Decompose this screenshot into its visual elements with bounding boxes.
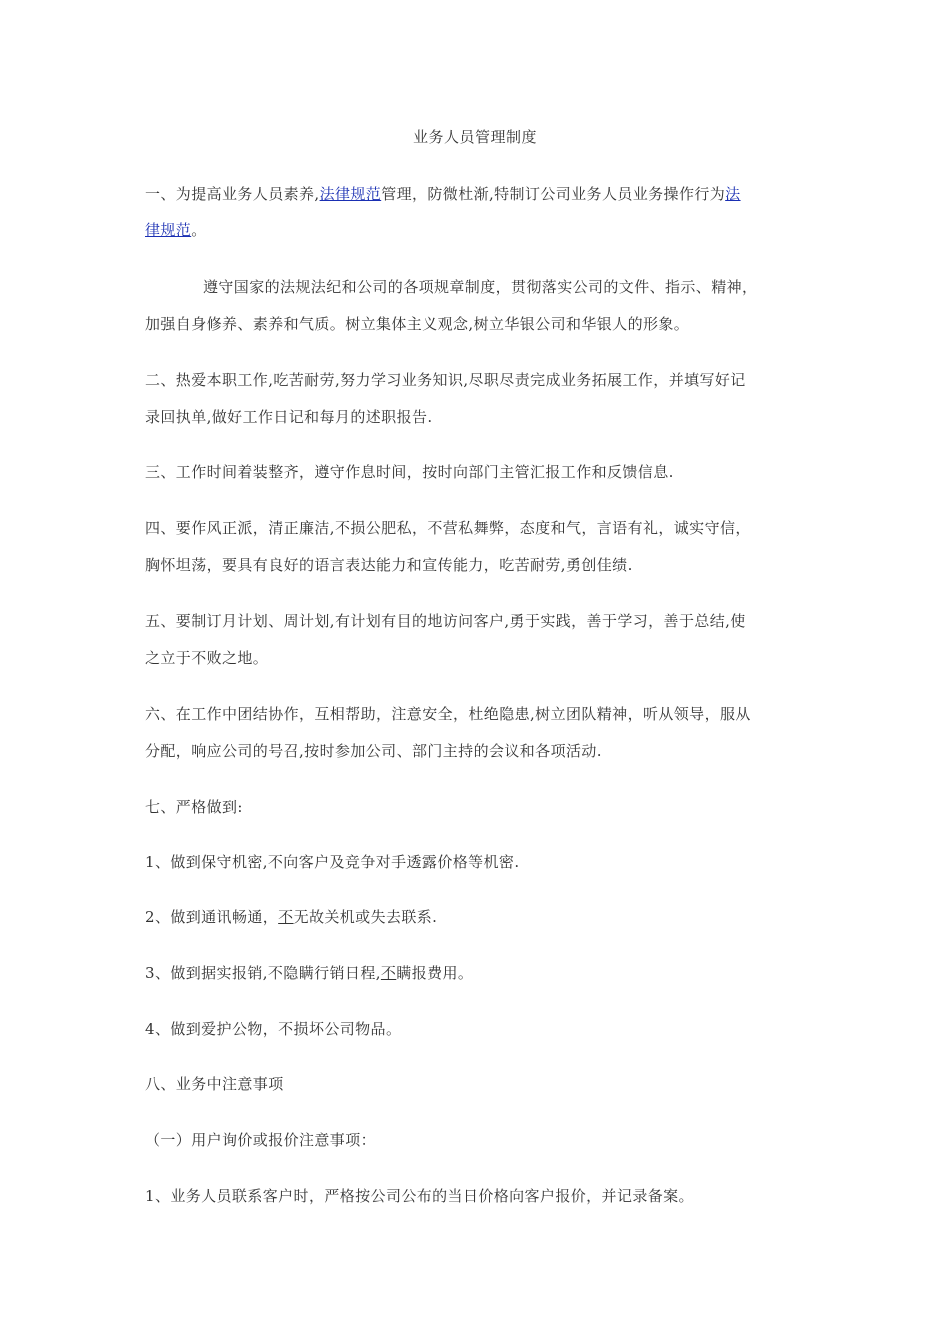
list-item-2-pre: 2、做到通讯畅通， <box>145 908 279 926</box>
subsection-1-item-1: 1、业务人员联系客户时，严格按公司公布的当日价格向客户报价，并记录备案。 <box>145 1187 694 1205</box>
list-item-1: 1、做到保守机密,不向客户及竞争对手透露价格等机密. <box>145 853 520 871</box>
paragraph-1-text: 一、为提高业务人员素养, <box>145 185 320 203</box>
list-item-4: 4、做到爱护公物，不损坏公司物品。 <box>145 1020 402 1038</box>
paragraph-1-line-2 <box>145 220 815 240</box>
law-norm-link[interactable]: 法律规范 <box>319 185 382 203</box>
paragraph-6-line-1: 五、要制订月计划、周计划,有计划有目的地访问客户,勇于实践，善于学习，善于总结,使 <box>145 612 746 630</box>
list-item-3 <box>145 963 815 983</box>
paragraph-9-heading: 八、业务中注意事项 <box>145 1075 284 1093</box>
paragraph-2-line-1: 遵守国家的法规法纪和公司的各项规章制度，贯彻落实公司的文件、指示、精神， <box>203 278 758 296</box>
paragraph-7-line-2: 分配，响应公司的号召,按时参加公司、部门主持的会议和各项活动. <box>145 742 602 760</box>
paragraph-2-line-2: 加强自身修养、素养和气质。树立集体主义观念,树立华银公司和华银人的形象。 <box>145 315 690 333</box>
subsection-1-heading: （一）用户询价或报价注意事项： <box>145 1131 377 1149</box>
law-norm-link-2a[interactable]: 法 <box>725 185 741 203</box>
list-item-2 <box>145 907 815 927</box>
list-item-2-post: 无故关机或失去联系. <box>293 908 438 926</box>
list-item-3-post: 瞒报费用。 <box>396 964 474 982</box>
document-title: 业务人员管理制度 <box>412 128 537 146</box>
list-item-2-underlined: 不 <box>278 908 294 926</box>
paragraph-6-line-2: 之立于不败之地。 <box>145 649 269 667</box>
paragraph-8-heading: 七、严格做到: <box>145 798 243 816</box>
paragraph-7-line-1: 六、在工作中团结协作，互相帮助，注意安全，杜绝隐患,树立团队精神，听从领导，服从 <box>145 705 751 723</box>
paragraph-1-text: 管理，防微杜渐,特制订公司业务人员业务操作行为 <box>381 185 726 203</box>
paragraph-3-line-1: 二、热爱本职工作,吃苦耐劳,努力学习业务知识,尽职尽责完成业务拓展工作，并填写好记 <box>145 371 746 389</box>
list-item-3-pre: 3、做到据实报销,不隐瞒行销日程, <box>145 964 381 982</box>
paragraph-1-end: 。 <box>191 221 207 239</box>
paragraph-1-line-1 <box>145 184 815 204</box>
list-item-3-underlined: 不 <box>380 964 397 982</box>
paragraph-5-line-1: 四、要作风正派，清正廉洁,不损公肥私，不营私舞弊，态度和气，言语有礼，诚实守信， <box>145 519 751 537</box>
paragraph-5-line-2: 胸怀坦荡，要具有良好的语言表达能力和宣传能力，吃苦耐劳,勇创佳绩. <box>145 556 633 574</box>
paragraph-3-line-2: 录回执单,做好工作日记和每月的述职报告. <box>145 408 433 426</box>
paragraph-4: 三、工作时间着装整齐，遵守作息时间，按时向部门主管汇报工作和反馈信息. <box>145 463 674 481</box>
law-norm-link-2b[interactable]: 律规范 <box>145 221 192 239</box>
